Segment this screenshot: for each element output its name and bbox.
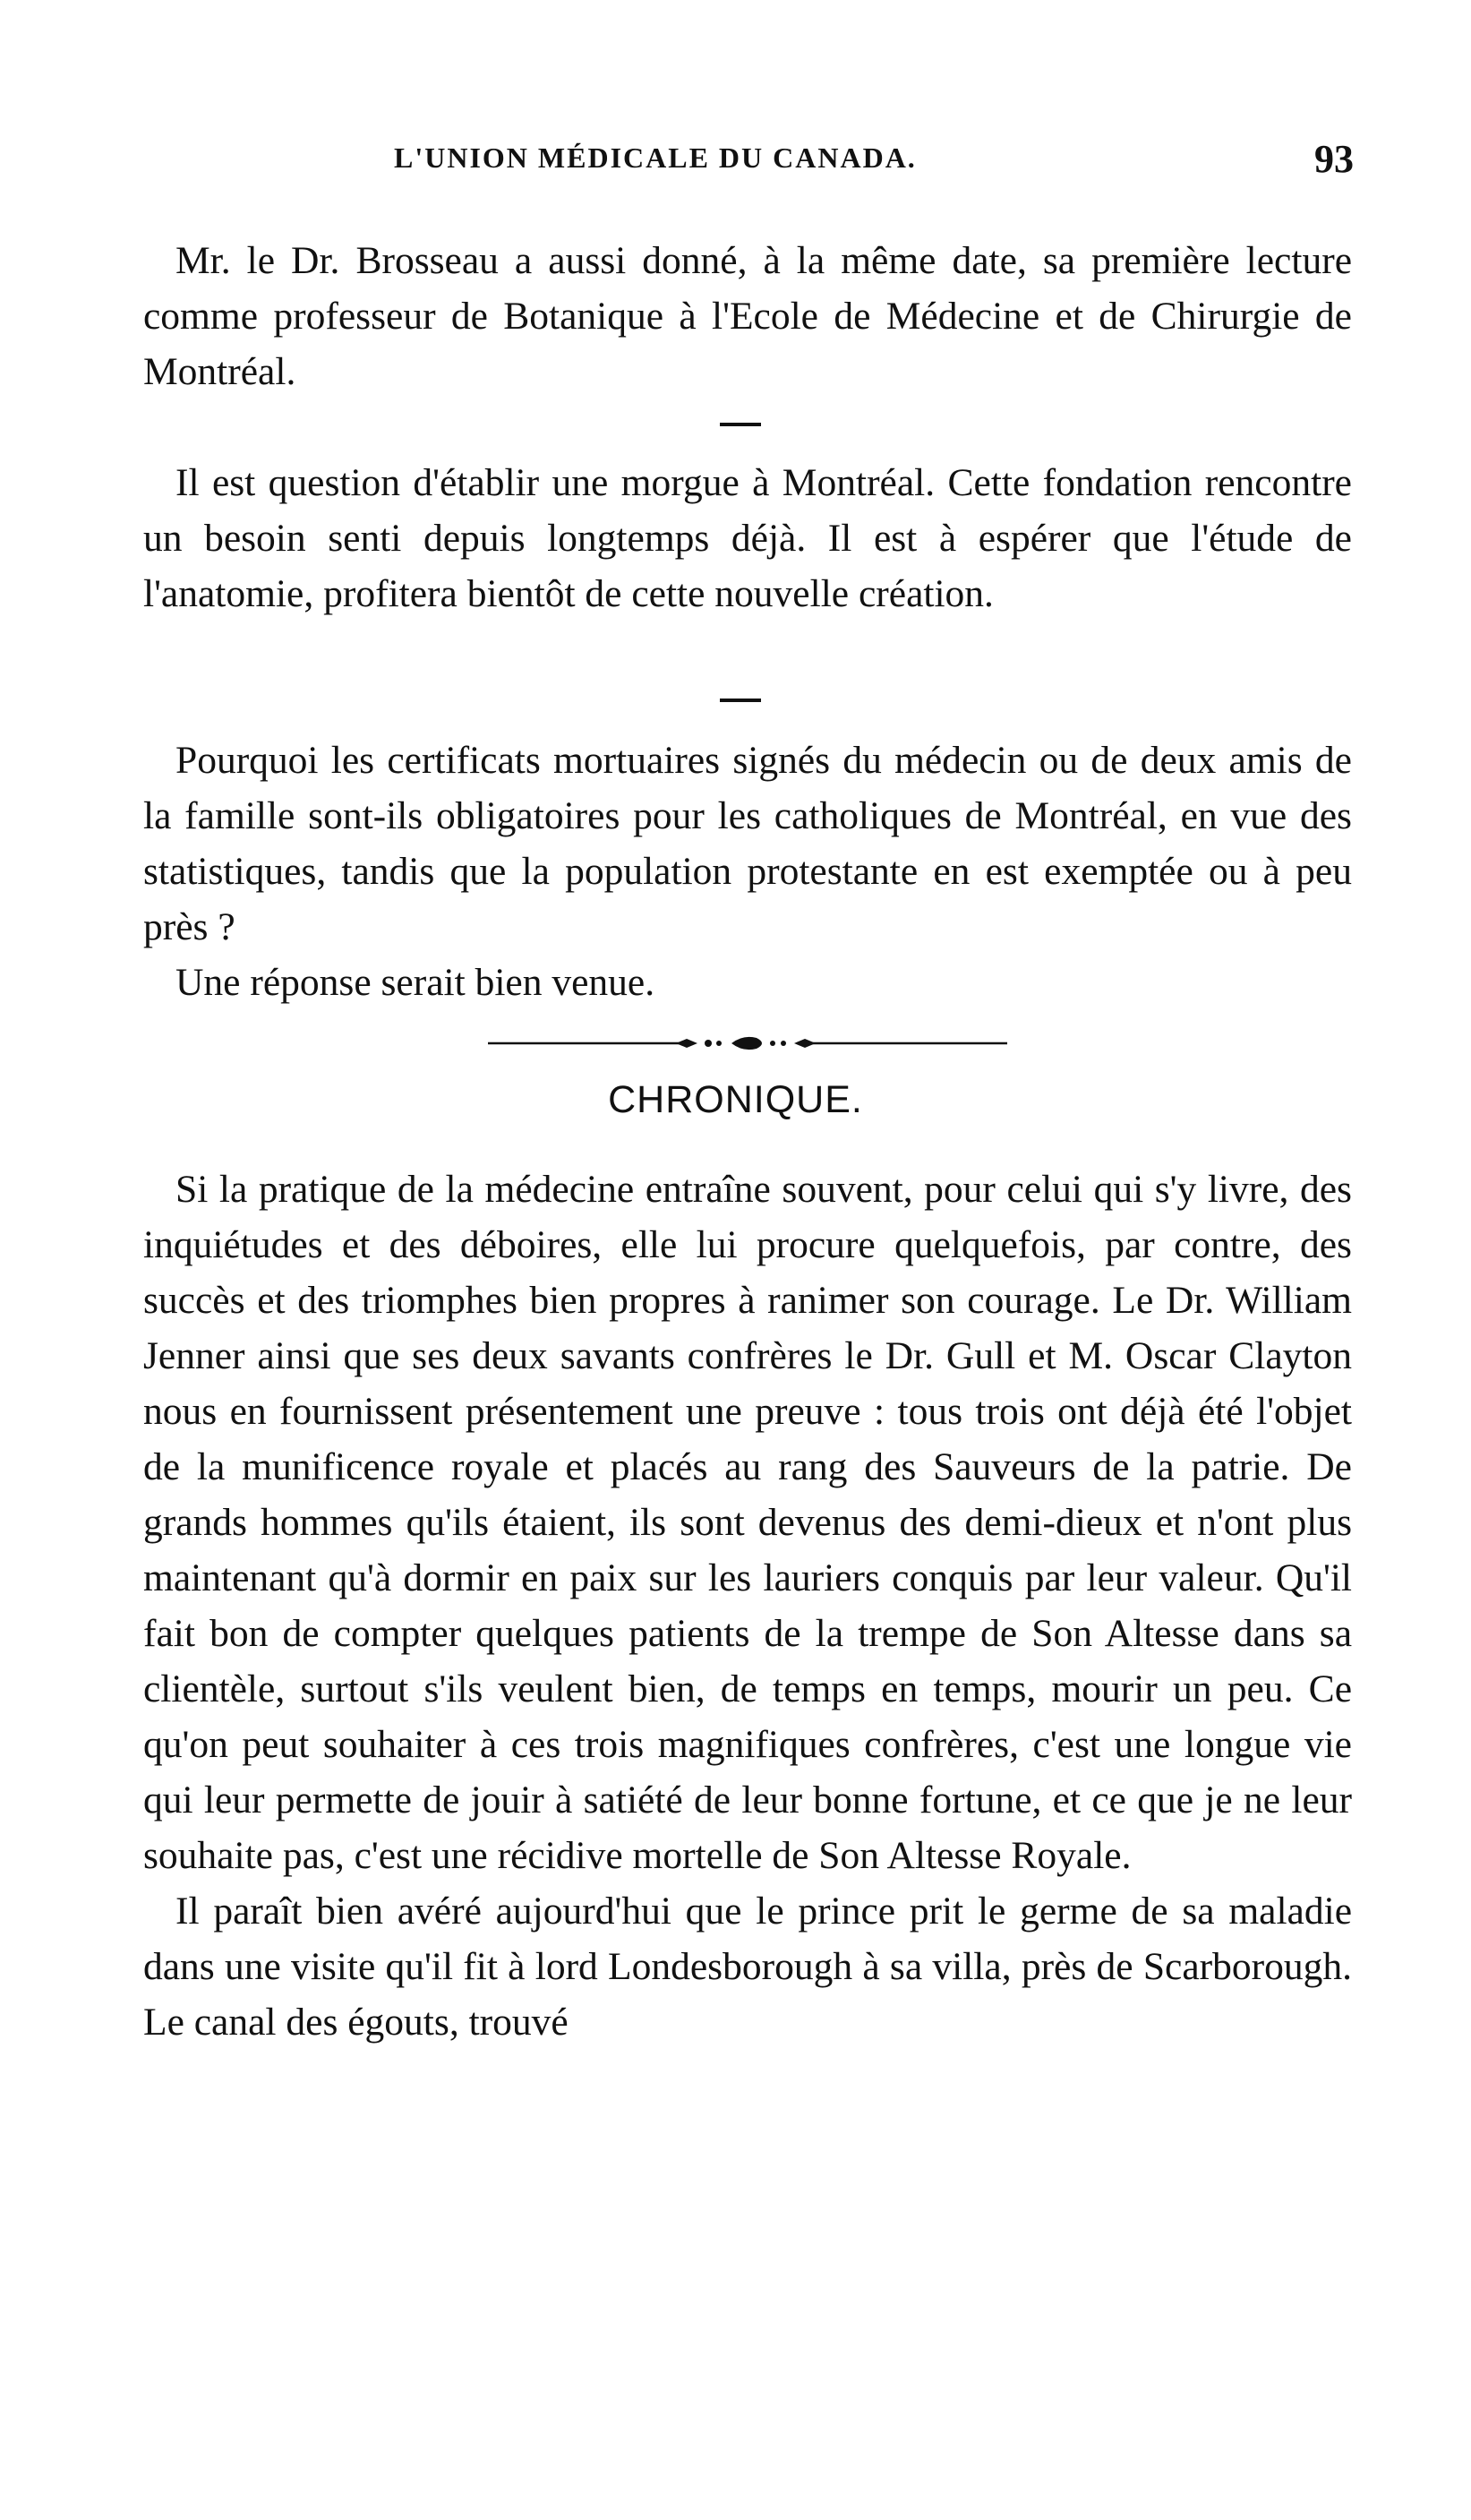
separator-dash [720,699,761,702]
page-number: 93 [1314,137,1354,181]
news-paragraph-morgue [143,455,1352,621]
news-paragraph-brosseau [143,233,1352,399]
running-title: L'UNION MÉDICALE DU CANADA. [394,141,917,174]
paragraph-text: Mr. le Dr. Brosseau a aussi donné, à la même date, sa première lecture comme professeur de Botanique à l'Ecole de Médecine et de Chirurgie de Montréal. [143,239,1352,393]
section-heading: CHRONIQUE. [608,1078,863,1121]
ornamental-rule [488,1030,1007,1057]
chronique-body [143,1161,1352,2050]
running-head [0,137,1471,186]
separator-dash [720,423,761,426]
paragraph-text: Il paraît bien avéré aujourd'hui que le prince prit le germe de sa maladie dans une visite qu'il fit à lord Londesborough à sa villa, près de Scarborough. Le canal des égouts, trouvé [143,1890,1352,2044]
paragraph-text: Si la pratique de la médecine entraîne souvent, pour celui qui s'y livre, des inquiétudes et des déboires, elle lui procure quelquefois, par contre, des succès et des triomphes bien propres à ranimer son courage. Le Dr. William Jenner ainsi que ses deux savants confrères le Dr. Gull et M. Oscar Clayton nous en fournissent présentement une preuve : tous trois ont déjà été l'objet de la munificence royale et placés au rang des Sauveurs de la patrie. De grands hommes qu'ils étaient, ils sont devenus des demi-dieux et n'ont plus maintenant qu'à dormir en paix sur les lauriers conquis par leur valeur. Qu'il fait bon de compter quelques patients de la trempe de Son Altesse dans sa clientèle, surtout s'ils veulent bien, de temps en temps, mourir un peu. Ce qu'on peut souhaiter à ces trois magnifiques confrères, c'est une longue vie qui leur permette de jouir à satiété de leur bonne fortune, et ce que je ne leur souhaite pas, c'est une récidive mortelle de Son Altesse Royale. [143,1168,1352,1877]
paragraph-text: Il est question d'établir une morgue à Montréal. Cette fondation rencontre un besoin senti depuis longtemps déjà. Il est à espérer que l'étude de l'anatomie, profitera bientôt de cette nouvelle création. [143,461,1352,615]
news-paragraph-certificats [143,733,1352,1010]
paragraph-text: Pourquoi les certificats mortuaires signés du médecin ou de deux amis de la famille sont-ils obligatoires pour les catholiques de Montréal, en vue des statistiques, tandis que la population protestante en est exemptée ou à peu près ? [143,739,1352,948]
paragraph-text: Une réponse serait bien venue. [175,961,655,1004]
